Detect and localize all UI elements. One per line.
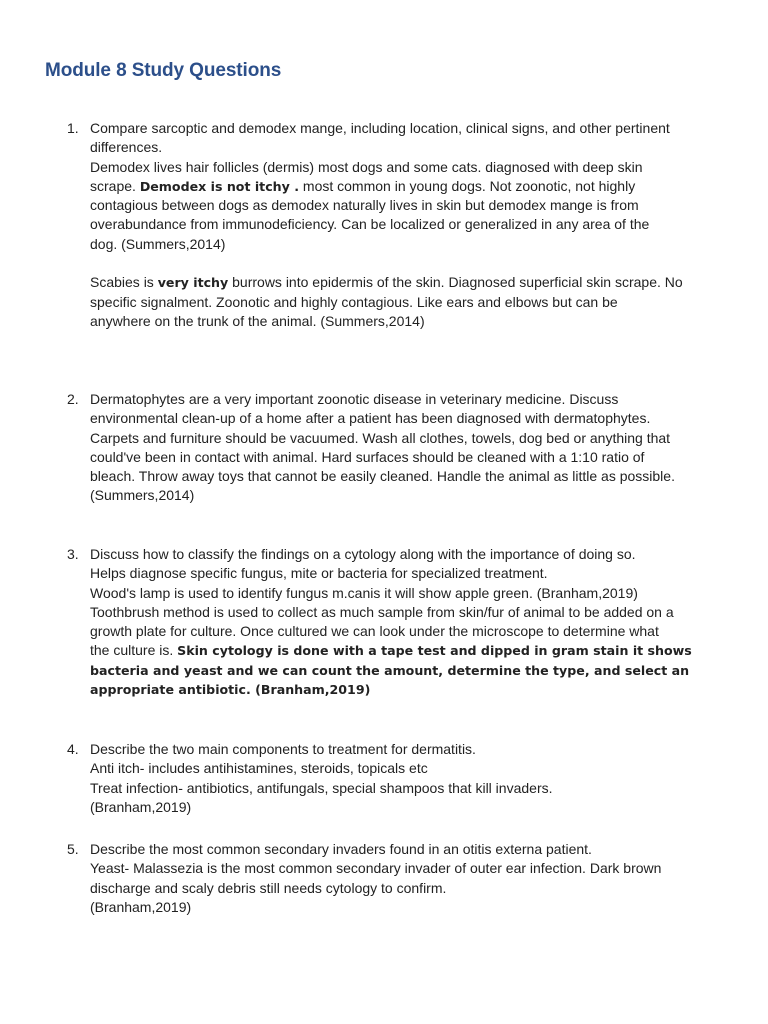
question-text bbox=[90, 545, 727, 699]
text-line bbox=[90, 661, 727, 680]
question-2 bbox=[67, 390, 727, 506]
text-segment: Scabies is bbox=[90, 274, 158, 291]
text-line: Anti itch- includes antihistamines, steroids, topicals etc bbox=[90, 760, 428, 777]
bold-text: Demodex is not itchy . bbox=[139, 178, 300, 194]
text-line: Dermatophytes are a very important zoonotic disease in veterinary medicine. Discuss bbox=[90, 391, 619, 407]
text-line: Discuss how to classify the findings on a cytology along with the importance of doing so. bbox=[90, 546, 636, 562]
text-line: could've been in contact with animal. Hard surfaces should be cleaned with a 1:10 ratio of bbox=[90, 448, 645, 465]
text-line: Compare sarcoptic and demodex mange, including location, clinical signs, and other pertinent bbox=[90, 120, 670, 136]
question-3 bbox=[67, 545, 727, 699]
text-line: specific signalment. Zoonotic and highly contagious. Like ears and elbows but can be bbox=[90, 293, 618, 310]
question-5 bbox=[67, 840, 727, 917]
text-line: (Branham,2019) bbox=[90, 898, 192, 915]
bold-text: appropriate antibiotic. (Branham,2019) bbox=[90, 682, 371, 698]
question-text bbox=[90, 390, 727, 506]
question-text bbox=[90, 119, 727, 331]
question-text bbox=[90, 840, 727, 917]
text-line: anywhere on the trunk of the animal. (Summers,2014) bbox=[90, 312, 425, 329]
text-line: (Branham,2019) bbox=[90, 798, 192, 815]
text-line: Describe the two main components to treatment for dermatitis. bbox=[90, 741, 476, 757]
question-text bbox=[90, 740, 727, 817]
text-line bbox=[90, 680, 727, 699]
text-line: (Summers,2014) bbox=[90, 487, 195, 504]
text-line: environmental clean-up of a home after a patient has been diagnosed with dermatophytes. bbox=[90, 410, 651, 427]
question-number: 5. bbox=[67, 841, 79, 857]
question-number: 1. bbox=[67, 120, 79, 136]
text-line: differences. bbox=[90, 139, 163, 156]
text-line: growth plate for culture. Once cultured we can look under the microscope to determine what bbox=[90, 623, 659, 640]
text-line bbox=[90, 177, 727, 196]
bold-text: very itchy bbox=[157, 275, 229, 291]
question-number: 3. bbox=[67, 546, 79, 562]
question-4 bbox=[67, 740, 727, 817]
text-segment: most common in young dogs. Not zoonotic, not highly bbox=[299, 177, 636, 194]
question-number: 2. bbox=[67, 391, 79, 407]
text-line: Describe the most common secondary invaders found in an otitis externa patient. bbox=[90, 841, 592, 857]
question-1 bbox=[67, 119, 727, 331]
text-line: Demodex lives hair follicles (dermis) most dogs and some cats. diagnosed with deep skin bbox=[90, 158, 643, 175]
bold-text: bacteria and yeast and we can count the amount, determine the type, and select an bbox=[90, 662, 690, 678]
text-line: overabundance from immunodeficiency. Can be localized or generalized in any area of the bbox=[90, 216, 650, 233]
bold-text: Skin cytology is done with a tape test and dipped in gram stain it shows bbox=[177, 643, 692, 659]
text-line: Treat infection- antibiotics, antifungals, special shampoos that kill invaders. bbox=[90, 779, 553, 796]
text-line: contagious between dogs as demodex naturally lives in skin but demodex mange is from bbox=[90, 197, 639, 214]
text-segment: scrape. bbox=[90, 177, 140, 194]
text-line: Toothbrush method is used to collect as much sample from skin/fur of animal to be added on a bbox=[90, 603, 674, 620]
text-line: dog. (Summers,2014) bbox=[90, 235, 226, 252]
text-line: Yeast- Malassezia is the most common secondary invader of outer ear infection. Dark brown bbox=[90, 860, 662, 877]
text-line: Carpets and furniture should be vacuumed. Wash all clothes, towels, dog bed or anything that bbox=[90, 429, 671, 446]
text-segment: burrows into epidermis of the skin. Diagnosed superficial skin scrape. No bbox=[228, 274, 683, 291]
text-line bbox=[90, 641, 727, 660]
page-title: Module 8 Study Questions bbox=[45, 60, 282, 81]
question-number: 4. bbox=[67, 741, 79, 757]
text-segment: the culture is. bbox=[90, 642, 178, 659]
text-line bbox=[90, 273, 727, 292]
paragraph-gap bbox=[90, 254, 727, 273]
text-line: bleach. Throw away toys that cannot be easily cleaned. Handle the animal as little as possible. bbox=[90, 468, 675, 485]
text-line: discharge and scaly debris still needs cytology to confirm. bbox=[90, 879, 447, 896]
text-line: Wood's lamp is used to identify fungus m.canis it will show apple green. (Branham,2019) bbox=[90, 584, 638, 601]
text-line: Helps diagnose specific fungus, mite or bacteria for specialized treatment. bbox=[90, 565, 548, 582]
